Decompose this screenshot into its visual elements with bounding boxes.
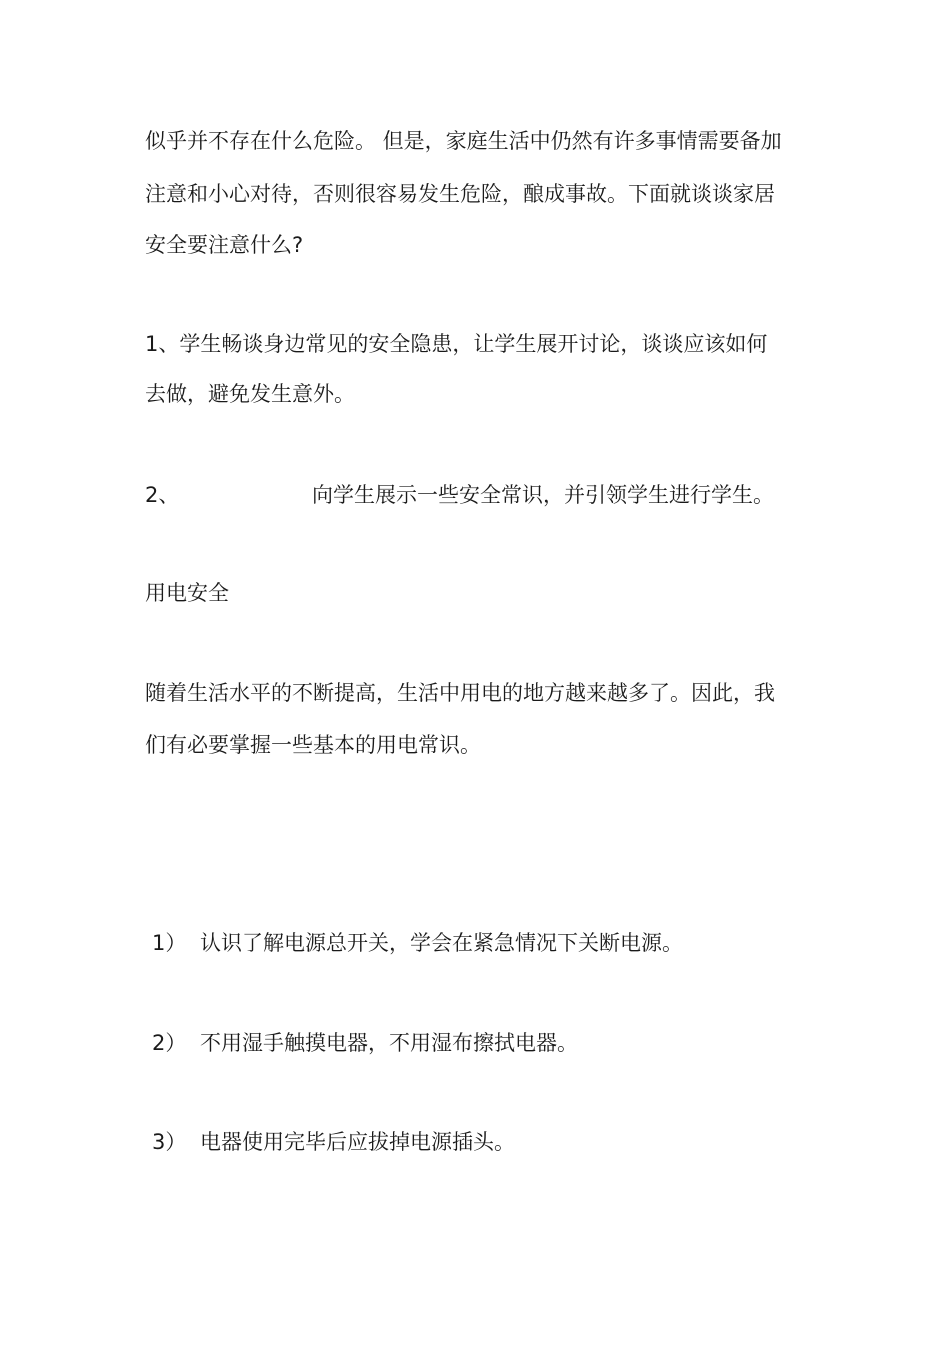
paragraph-2-line-1: 随着生活水平的不断提高，生活中用电的地方越来越多了。因此，我	[145, 681, 775, 705]
list-item-number: 2）	[152, 1031, 187, 1055]
paragraph-2-line-2: 们有必要掌握一些基本的用电常识。	[145, 733, 481, 757]
list-item-number: 1）	[152, 931, 187, 955]
step-1-line-1: 1、学生畅谈身边常见的安全隐患，让学生展开讨论，谈谈应该如何	[145, 332, 768, 356]
section-heading: 用电安全	[145, 581, 229, 605]
step-2-number: 2、	[145, 483, 180, 507]
paragraph-1-line-1: 似乎并不存在什么危险。 但是，家庭生活中仍然有许多事情需要备加	[145, 129, 782, 153]
list-item-text: 不用湿手触摸电器，不用湿布擦拭电器。	[200, 1031, 578, 1055]
paragraph-1-line-3: 安全要注意什么?	[145, 233, 304, 257]
step-1-line-2: 去做，避免发生意外。	[145, 382, 355, 406]
paragraph-1-line-2: 注意和小心对待，否则很容易发生危险，酿成事故。下面就谈谈家居	[145, 182, 775, 206]
list-item-number: 3）	[152, 1130, 187, 1154]
list-item-text: 认识了解电源总开关，学会在紧急情况下关断电源。	[200, 931, 683, 955]
step-2-text: 向学生展示一些安全常识，并引领学生进行学生。	[312, 483, 774, 507]
list-item-text: 电器使用完毕后应拔掉电源插头。	[200, 1130, 515, 1154]
